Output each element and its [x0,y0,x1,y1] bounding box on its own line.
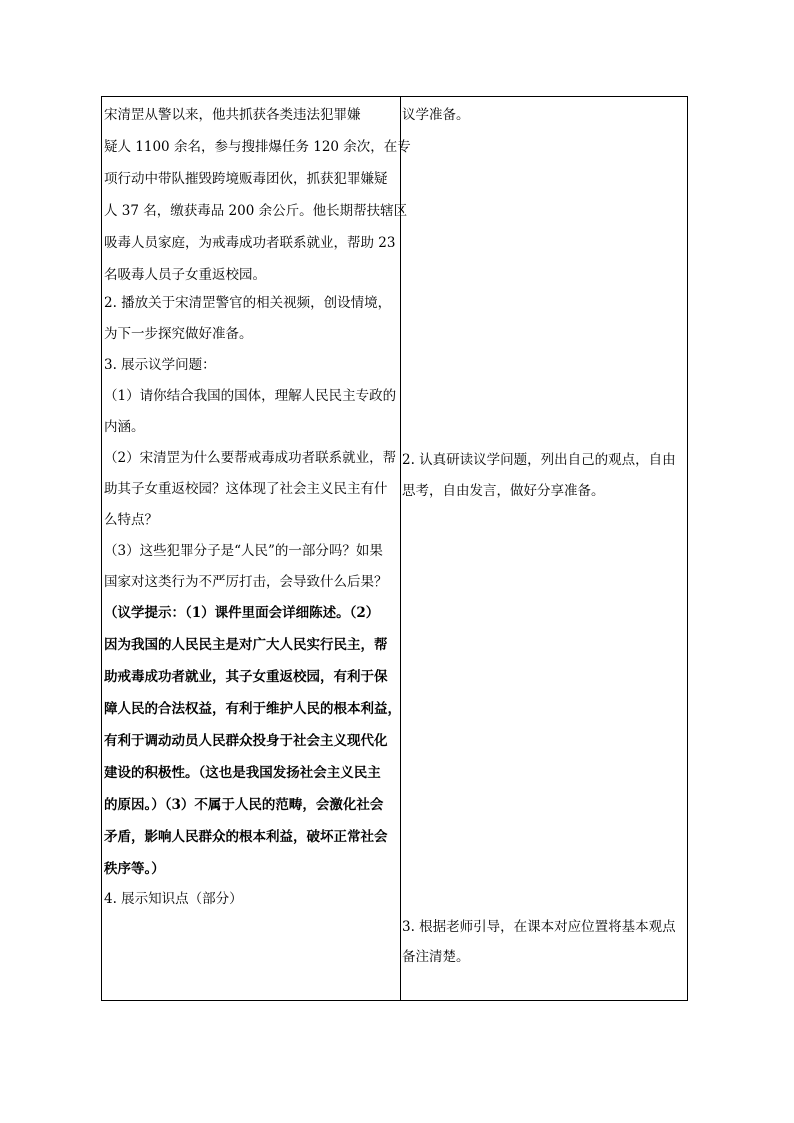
right-line: 2. 认真研读议学问题，列出自己的观点，自由 [402,452,676,468]
lesson-table [101,96,688,1001]
right-line: 议学准备。 [402,107,470,123]
left-line: （2）宋清罡为什么要帮戒毒成功者联系就业，帮 [104,450,397,466]
left-line: 项行动中带队摧毁跨境贩毒团伙，抓获犯罪嫌疑 [104,171,388,187]
left-line-bold: （议学提示：（1）课件里面会详细陈述。（2） [104,605,380,621]
left-line: 名吸毒人员子女重返校园。 [104,267,266,283]
left-line-bold: 障人民的合法权益，有利于维护人民的根本利益， [104,701,401,717]
column-divider [400,97,401,1000]
left-line-bold: 秩序等。） [104,861,165,877]
left-line: 么特点？ [104,512,158,528]
left-line: （3）这些犯罪分子是“人民”的一部分吗？如果 [104,543,383,559]
left-line: 人 37 名，缴获毒品 200 余公斤。他长期帮扶辖区 [104,203,408,219]
left-line: 内涵。 [104,419,145,435]
left-line: 4. 展示知识点（部分） [104,891,243,907]
right-line: 3. 根据老师引导，在课本对应位置将基本观点 [402,919,676,935]
left-line: （1）请你结合我国的国体，理解人民民主专政的 [104,388,397,404]
left-line: 3. 展示议学问题： [104,357,216,373]
left-line: 吸毒人员家庭，为戒毒成功者联系就业，帮助 23 [104,235,396,251]
left-line-bold: 有利于调动动员人民群众投身于社会主义现代化 [104,733,388,749]
left-line-bold: 的原因。）（3）不属于人民的范畴，会激化社会 [104,797,384,813]
left-line: 宋清罡从警以来，他共抓获各类违法犯罪嫌 [104,107,361,123]
left-line-bold: 建设的积极性。（这也是我国发扬社会主义民主 [104,765,381,781]
left-line-bold: 因为我国的人民民主是对广大人民实行民主，帮 [104,637,388,653]
left-line: 为下一步探究做好准备。 [104,326,253,342]
right-line: 备注清楚。 [402,949,470,965]
left-line: 2. 播放关于宋清罡警官的相关视频，创设情境， [104,295,392,311]
left-line-bold: 助戒毒成功者就业，其子女重返校园，有利于保 [104,669,388,685]
right-line: 思考，自由发言，做好分享准备。 [402,483,605,499]
left-line-bold: 矛盾，影响人民群众的根本利益，破坏正常社会 [104,829,388,845]
left-line: 疑人 1100 余名，参与搜排爆任务 120 余次，在专 [104,139,411,155]
left-line: 国家对这类行为不严厉打击，会导致什么后果？ [104,574,388,590]
left-line: 助其子女重返校园？这体现了社会主义民主有什 [104,481,388,497]
